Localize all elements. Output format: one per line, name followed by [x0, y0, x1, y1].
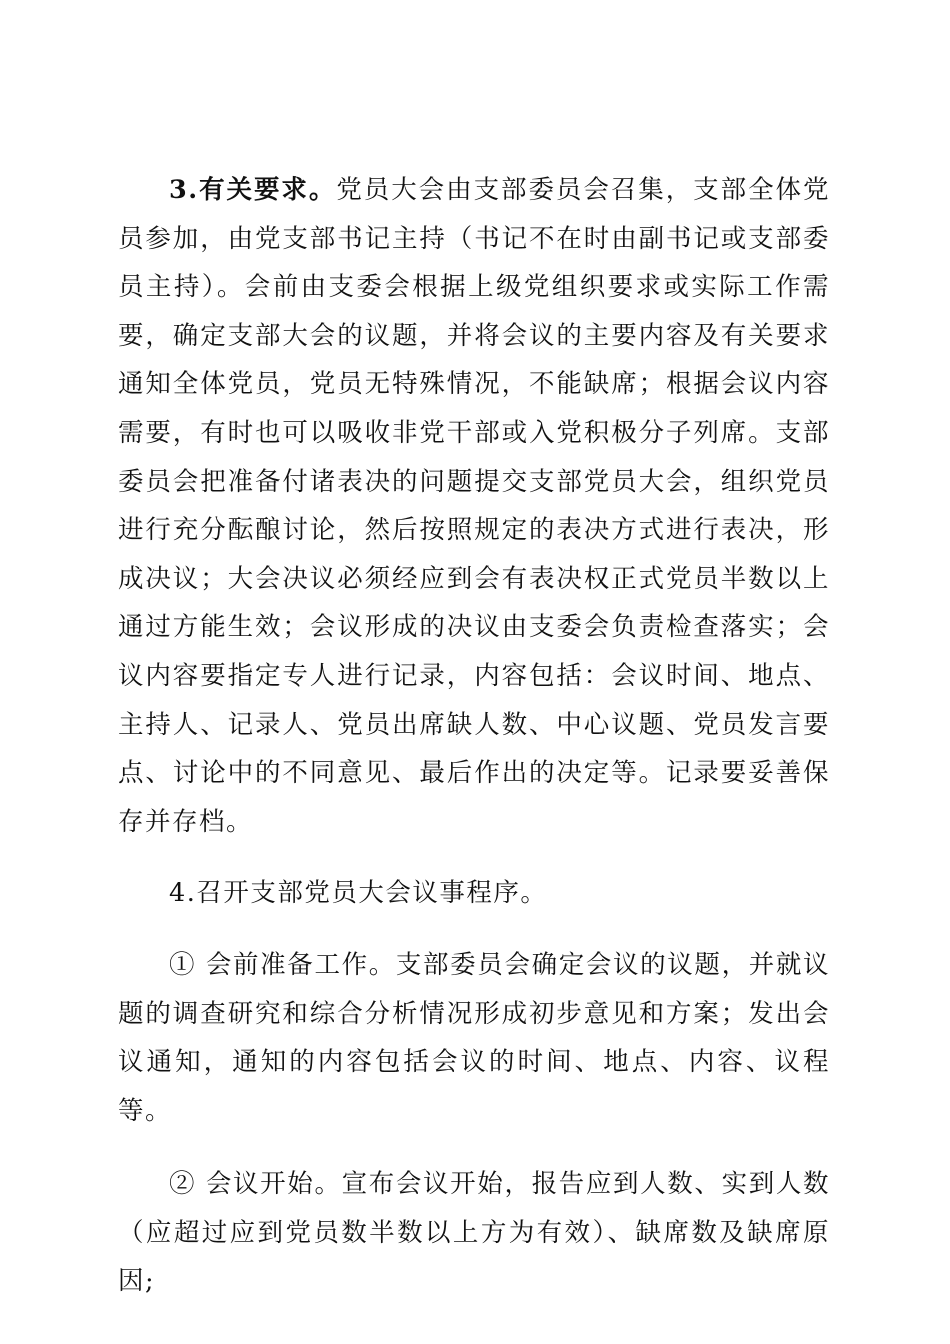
step-1-text: ① 会前准备工作。支部委员会确定会议的议题，并就议题的调查研究和综合分析情况形成初步意见和方案；发出会议通知，通知的内容包括会议的时间、地点、内容、议程等。: [118, 949, 830, 1126]
section-heading-requirements: 3.有关要求。: [169, 175, 337, 205]
document-page: [118, 166, 830, 1306]
paragraph-step-1: [118, 941, 830, 1135]
paragraph-requirements-text: 党员大会由支部委员会召集，支部全体党员参加，由党支部书记主持（书记不在时由副书记或支部委员主持）。会前由支委会根据上级党组织要求或实际工作需要，确定支部大会的议题，并将会议的主要内容及有关要求通知全体党员，党员无特殊情况，不能缺席；根据会议内容需要，有时也可以吸收非党干部或入党积极分子列席。支部委员会把准备付诸表决的问题提交支部党员大会，组织党员进行充分酝酿讨论，然后按照规定的表决方式进行表决，形成决议；大会决议必须经应到会有表决权正式党员半数以上通过方能生效；会议形成的决议由支委会负责检查落实；会议内容要指定专人进行记录，内容包括：会议时间、地点、主持人、记录人、党员出席缺人数、中心议题、党员发言要点、讨论中的不同意见、最后作出的决定等。记录要妥善保存并存档。: [118, 175, 830, 837]
paragraph-step-2: [118, 1160, 830, 1306]
section-heading-procedure: 4.召开支部党员大会议事程序。: [169, 878, 548, 909]
paragraph-requirements: [118, 166, 830, 846]
paragraph-procedure-heading: [118, 869, 830, 918]
step-2-text: ② 会议开始。宣布会议开始，报告应到人数、实到人数（应超过应到党员数半数以上方为有效）、缺席数及缺席原因;: [118, 1169, 830, 1297]
